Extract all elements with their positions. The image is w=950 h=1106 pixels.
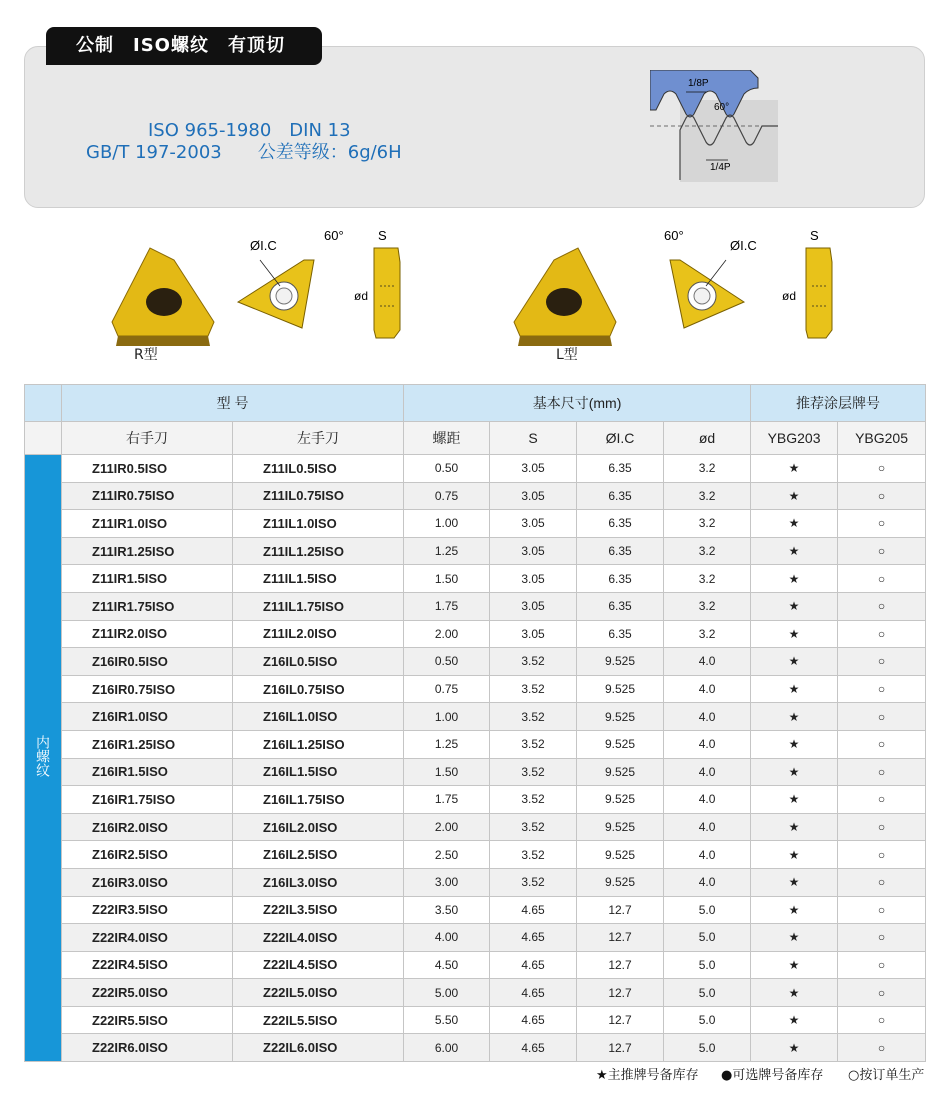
legend-dot: ●可选牌号备库存 bbox=[721, 1068, 824, 1083]
l-insert-side-view bbox=[780, 226, 850, 344]
cell-ic: 6.35 bbox=[577, 592, 664, 620]
spec-table bbox=[24, 384, 926, 1062]
cell-ybg203: ★ bbox=[751, 924, 838, 952]
cell-s: 3.52 bbox=[490, 675, 577, 703]
col-right-hand: 右手刀 bbox=[62, 422, 233, 455]
cell-pitch: 4.50 bbox=[404, 951, 490, 979]
standard-line-1: ISO 965-1980 DIN 13 bbox=[148, 120, 351, 141]
table-row bbox=[25, 841, 926, 869]
cell-left-code: Z22IL4.0ISO bbox=[233, 924, 404, 952]
cell-right-code: Z16IR0.75ISO bbox=[62, 675, 233, 703]
l-ic-label: ØI.C bbox=[730, 238, 757, 253]
cell-d: 5.0 bbox=[664, 896, 751, 924]
cell-ybg203: ★ bbox=[751, 510, 838, 538]
cell-s: 3.05 bbox=[490, 565, 577, 593]
side-label-internal-thread bbox=[25, 455, 62, 1062]
cell-s: 3.05 bbox=[490, 620, 577, 648]
cell-left-code: Z16IL1.5ISO bbox=[233, 758, 404, 786]
cell-ybg205: ○ bbox=[838, 482, 926, 510]
cell-right-code: Z16IR1.5ISO bbox=[62, 758, 233, 786]
cell-ic: 6.35 bbox=[577, 565, 664, 593]
cell-pitch: 1.75 bbox=[404, 786, 490, 814]
cell-ybg205: ○ bbox=[838, 979, 926, 1007]
table-row bbox=[25, 703, 926, 731]
cell-right-code: Z11IR0.75ISO bbox=[62, 482, 233, 510]
r-insert-side-view bbox=[354, 226, 424, 344]
cell-ic: 9.525 bbox=[577, 648, 664, 676]
cell-ic: 9.525 bbox=[577, 841, 664, 869]
cell-d: 4.0 bbox=[664, 675, 751, 703]
cell-ybg205: ○ bbox=[838, 786, 926, 814]
table-row bbox=[25, 979, 926, 1007]
cell-ic: 6.35 bbox=[577, 482, 664, 510]
r-s-label: S bbox=[378, 228, 387, 243]
l-d-label: ød bbox=[782, 289, 797, 303]
cell-left-code: Z22IL5.5ISO bbox=[233, 1006, 404, 1034]
cell-s: 3.52 bbox=[490, 786, 577, 814]
corner-cell-2 bbox=[25, 422, 62, 455]
cell-pitch: 1.25 bbox=[404, 537, 490, 565]
cell-ic: 6.35 bbox=[577, 620, 664, 648]
cell-right-code: Z16IR2.5ISO bbox=[62, 841, 233, 869]
cell-ybg203: ★ bbox=[751, 896, 838, 924]
cell-right-code: Z22IR6.0ISO bbox=[62, 1034, 233, 1062]
cell-s: 3.52 bbox=[490, 841, 577, 869]
cell-ic: 12.7 bbox=[577, 924, 664, 952]
cell-pitch: 5.50 bbox=[404, 1006, 490, 1034]
cell-right-code: Z16IR0.5ISO bbox=[62, 648, 233, 676]
table-row bbox=[25, 510, 926, 538]
cell-left-code: Z22IL3.5ISO bbox=[233, 896, 404, 924]
table-row bbox=[25, 758, 926, 786]
cell-ybg203: ★ bbox=[751, 868, 838, 896]
cell-right-code: Z16IR2.0ISO bbox=[62, 813, 233, 841]
cell-pitch: 0.50 bbox=[404, 648, 490, 676]
cell-pitch: 0.75 bbox=[404, 675, 490, 703]
table-row bbox=[25, 482, 926, 510]
cell-pitch: 1.75 bbox=[404, 592, 490, 620]
cell-s: 3.52 bbox=[490, 703, 577, 731]
cell-ybg205: ○ bbox=[838, 730, 926, 758]
cell-d: 3.2 bbox=[664, 510, 751, 538]
cell-ybg203: ★ bbox=[751, 565, 838, 593]
cell-s: 4.65 bbox=[490, 924, 577, 952]
table-row bbox=[25, 1034, 926, 1062]
cell-pitch: 1.25 bbox=[404, 730, 490, 758]
cell-ybg203: ★ bbox=[751, 758, 838, 786]
cell-left-code: Z16IL0.5ISO bbox=[233, 648, 404, 676]
cell-s: 3.52 bbox=[490, 648, 577, 676]
legend-circle: ○按订单生产 bbox=[848, 1068, 925, 1083]
l-type-label: L型 bbox=[556, 347, 578, 363]
table-row bbox=[25, 813, 926, 841]
col-d: ød bbox=[664, 422, 751, 455]
cell-pitch: 1.50 bbox=[404, 565, 490, 593]
table-row bbox=[25, 730, 926, 758]
cell-ybg205: ○ bbox=[838, 675, 926, 703]
cell-ic: 6.35 bbox=[577, 537, 664, 565]
cell-ic: 9.525 bbox=[577, 786, 664, 814]
cell-s: 4.65 bbox=[490, 896, 577, 924]
cell-ic: 6.35 bbox=[577, 455, 664, 483]
cell-left-code: Z22IL5.0ISO bbox=[233, 979, 404, 1007]
cell-left-code: Z22IL6.0ISO bbox=[233, 1034, 404, 1062]
cell-d: 3.2 bbox=[664, 537, 751, 565]
group-model-header: 型 号 bbox=[62, 385, 404, 422]
cell-ybg203: ★ bbox=[751, 592, 838, 620]
cell-pitch: 5.00 bbox=[404, 979, 490, 1007]
table-row bbox=[25, 1006, 926, 1034]
cell-pitch: 2.00 bbox=[404, 813, 490, 841]
cell-pitch: 0.50 bbox=[404, 455, 490, 483]
cell-ybg203: ★ bbox=[751, 620, 838, 648]
cell-s: 3.05 bbox=[490, 592, 577, 620]
cell-left-code: Z16IL2.0ISO bbox=[233, 813, 404, 841]
standard-line-2: GB/T 197-2003 公差等级：6g/6H bbox=[86, 142, 402, 163]
cell-ic: 12.7 bbox=[577, 979, 664, 1007]
table-row bbox=[25, 565, 926, 593]
cell-d: 4.0 bbox=[664, 786, 751, 814]
cell-d: 5.0 bbox=[664, 1034, 751, 1062]
cell-ybg203: ★ bbox=[751, 786, 838, 814]
cell-ybg203: ★ bbox=[751, 703, 838, 731]
cell-ic: 9.525 bbox=[577, 868, 664, 896]
bottom-dim-label: 1/4P bbox=[710, 162, 731, 173]
cell-ybg203: ★ bbox=[751, 979, 838, 1007]
cell-s: 4.65 bbox=[490, 979, 577, 1007]
cell-s: 3.05 bbox=[490, 510, 577, 538]
cell-left-code: Z11IL1.75ISO bbox=[233, 592, 404, 620]
cell-ybg205: ○ bbox=[838, 813, 926, 841]
page-title: 公制 ISO螺纹 有顶切 bbox=[76, 35, 285, 56]
cell-right-code: Z11IR1.75ISO bbox=[62, 592, 233, 620]
cell-pitch: 1.50 bbox=[404, 758, 490, 786]
cell-d: 5.0 bbox=[664, 924, 751, 952]
cell-ybg205: ○ bbox=[838, 758, 926, 786]
cell-d: 4.0 bbox=[664, 813, 751, 841]
cell-ybg203: ★ bbox=[751, 1006, 838, 1034]
l-insert-top-view bbox=[644, 220, 774, 344]
cell-ybg203: ★ bbox=[751, 648, 838, 676]
cell-right-code: Z11IR1.5ISO bbox=[62, 565, 233, 593]
cell-d: 5.0 bbox=[664, 1006, 751, 1034]
cell-left-code: Z11IL1.0ISO bbox=[233, 510, 404, 538]
cell-right-code: Z22IR3.5ISO bbox=[62, 896, 233, 924]
table-row bbox=[25, 896, 926, 924]
cell-right-code: Z22IR5.5ISO bbox=[62, 1006, 233, 1034]
cell-left-code: Z11IL2.0ISO bbox=[233, 620, 404, 648]
r-ic-label: ØI.C bbox=[250, 238, 277, 253]
cell-left-code: Z16IL1.0ISO bbox=[233, 703, 404, 731]
cell-right-code: Z11IR1.25ISO bbox=[62, 537, 233, 565]
cell-ybg205: ○ bbox=[838, 510, 926, 538]
cell-ic: 9.525 bbox=[577, 730, 664, 758]
r-insert-top-view bbox=[220, 220, 350, 344]
cell-ic: 12.7 bbox=[577, 951, 664, 979]
cell-s: 3.05 bbox=[490, 455, 577, 483]
page-title-tab bbox=[46, 27, 322, 65]
cell-d: 4.0 bbox=[664, 841, 751, 869]
cell-left-code: Z11IL1.5ISO bbox=[233, 565, 404, 593]
insert-illustrations bbox=[24, 210, 925, 382]
l-insert-image bbox=[512, 240, 636, 350]
cell-left-code: Z22IL4.5ISO bbox=[233, 951, 404, 979]
cell-pitch: 1.00 bbox=[404, 703, 490, 731]
cell-s: 4.65 bbox=[490, 1034, 577, 1062]
cell-ybg205: ○ bbox=[838, 620, 926, 648]
cell-ybg205: ○ bbox=[838, 648, 926, 676]
cell-ybg203: ★ bbox=[751, 841, 838, 869]
col-s: S bbox=[490, 422, 577, 455]
cell-left-code: Z11IL0.75ISO bbox=[233, 482, 404, 510]
cell-pitch: 6.00 bbox=[404, 1034, 490, 1062]
table-group-header bbox=[25, 385, 926, 422]
table-row bbox=[25, 592, 926, 620]
table-row bbox=[25, 620, 926, 648]
angle-label: 60° bbox=[714, 102, 730, 113]
col-pitch: 螺距 bbox=[404, 422, 490, 455]
legend-star: ★主推牌号备库存 bbox=[596, 1068, 699, 1083]
cell-s: 3.05 bbox=[490, 482, 577, 510]
cell-left-code: Z16IL2.5ISO bbox=[233, 841, 404, 869]
table-row bbox=[25, 675, 926, 703]
table-column-header bbox=[25, 422, 926, 455]
cell-d: 3.2 bbox=[664, 620, 751, 648]
cell-right-code: Z22IR4.0ISO bbox=[62, 924, 233, 952]
r-type-label: R型 bbox=[134, 347, 158, 363]
cell-s: 3.52 bbox=[490, 868, 577, 896]
cell-ybg203: ★ bbox=[751, 482, 838, 510]
r-insert-image bbox=[92, 240, 216, 350]
col-ybg203: YBG203 bbox=[751, 422, 838, 455]
cell-ic: 12.7 bbox=[577, 1034, 664, 1062]
cell-ybg205: ○ bbox=[838, 537, 926, 565]
r-d-label: ød bbox=[354, 289, 369, 303]
cell-d: 4.0 bbox=[664, 758, 751, 786]
cell-ybg205: ○ bbox=[838, 703, 926, 731]
cell-ybg203: ★ bbox=[751, 455, 838, 483]
cell-d: 4.0 bbox=[664, 648, 751, 676]
cell-left-code: Z16IL1.25ISO bbox=[233, 730, 404, 758]
cell-right-code: Z22IR5.0ISO bbox=[62, 979, 233, 1007]
group-size-header: 基本尺寸(mm) bbox=[404, 385, 751, 422]
top-dim-label: 1/8P bbox=[688, 78, 709, 89]
table-row bbox=[25, 455, 926, 483]
cell-ic: 12.7 bbox=[577, 896, 664, 924]
cell-pitch: 0.75 bbox=[404, 482, 490, 510]
cell-left-code: Z16IL0.75ISO bbox=[233, 675, 404, 703]
cell-d: 3.2 bbox=[664, 482, 751, 510]
cell-left-code: Z11IL1.25ISO bbox=[233, 537, 404, 565]
cell-ybg205: ○ bbox=[838, 951, 926, 979]
cell-ic: 9.525 bbox=[577, 758, 664, 786]
cell-ybg203: ★ bbox=[751, 675, 838, 703]
cell-ybg203: ★ bbox=[751, 1034, 838, 1062]
cell-ic: 9.525 bbox=[577, 703, 664, 731]
cell-s: 3.52 bbox=[490, 758, 577, 786]
l-angle-label: 60° bbox=[664, 228, 684, 243]
cell-d: 4.0 bbox=[664, 868, 751, 896]
cell-ic: 12.7 bbox=[577, 1006, 664, 1034]
cell-d: 3.2 bbox=[664, 455, 751, 483]
cell-ybg203: ★ bbox=[751, 813, 838, 841]
cell-d: 5.0 bbox=[664, 979, 751, 1007]
cell-pitch: 3.50 bbox=[404, 896, 490, 924]
cell-pitch: 4.00 bbox=[404, 924, 490, 952]
table-row bbox=[25, 924, 926, 952]
side-label-text: 内螺纹 bbox=[35, 735, 51, 778]
table-row bbox=[25, 868, 926, 896]
cell-ic: 9.525 bbox=[577, 675, 664, 703]
cell-right-code: Z16IR3.0ISO bbox=[62, 868, 233, 896]
cell-pitch: 3.00 bbox=[404, 868, 490, 896]
cell-ybg205: ○ bbox=[838, 841, 926, 869]
cell-right-code: Z11IR1.0ISO bbox=[62, 510, 233, 538]
cell-s: 3.52 bbox=[490, 730, 577, 758]
cell-d: 4.0 bbox=[664, 703, 751, 731]
cell-s: 4.65 bbox=[490, 951, 577, 979]
cell-ybg203: ★ bbox=[751, 730, 838, 758]
cell-pitch: 2.00 bbox=[404, 620, 490, 648]
cell-ic: 6.35 bbox=[577, 510, 664, 538]
cell-left-code: Z16IL1.75ISO bbox=[233, 786, 404, 814]
cell-s: 3.52 bbox=[490, 813, 577, 841]
col-left-hand: 左手刀 bbox=[233, 422, 404, 455]
table-row bbox=[25, 951, 926, 979]
cell-d: 5.0 bbox=[664, 951, 751, 979]
cell-ybg205: ○ bbox=[838, 868, 926, 896]
cell-s: 4.65 bbox=[490, 1006, 577, 1034]
cell-right-code: Z16IR1.0ISO bbox=[62, 703, 233, 731]
cell-left-code: Z11IL0.5ISO bbox=[233, 455, 404, 483]
cell-ybg205: ○ bbox=[838, 1034, 926, 1062]
cell-d: 3.2 bbox=[664, 565, 751, 593]
cell-right-code: Z16IR1.75ISO bbox=[62, 786, 233, 814]
cell-ybg205: ○ bbox=[838, 455, 926, 483]
cell-ybg203: ★ bbox=[751, 951, 838, 979]
l-s-label: S bbox=[810, 228, 819, 243]
cell-right-code: Z22IR4.5ISO bbox=[62, 951, 233, 979]
table-row bbox=[25, 786, 926, 814]
cell-pitch: 2.50 bbox=[404, 841, 490, 869]
cell-ic: 9.525 bbox=[577, 813, 664, 841]
col-ic: ØI.C bbox=[577, 422, 664, 455]
cell-ybg205: ○ bbox=[838, 1006, 926, 1034]
cell-ybg203: ★ bbox=[751, 537, 838, 565]
thread-profile-diagram bbox=[650, 70, 778, 182]
col-ybg205: YBG205 bbox=[838, 422, 926, 455]
cell-right-code: Z16IR1.25ISO bbox=[62, 730, 233, 758]
table-body bbox=[25, 455, 926, 1062]
cell-d: 3.2 bbox=[664, 592, 751, 620]
cell-ybg205: ○ bbox=[838, 924, 926, 952]
cell-s: 3.05 bbox=[490, 537, 577, 565]
cell-d: 4.0 bbox=[664, 730, 751, 758]
corner-cell bbox=[25, 385, 62, 422]
table-row bbox=[25, 537, 926, 565]
r-angle-label: 60° bbox=[324, 228, 344, 243]
cell-ybg205: ○ bbox=[838, 592, 926, 620]
cell-ybg205: ○ bbox=[838, 565, 926, 593]
table-row bbox=[25, 648, 926, 676]
cell-right-code: Z11IR0.5ISO bbox=[62, 455, 233, 483]
cell-left-code: Z16IL3.0ISO bbox=[233, 868, 404, 896]
cell-ybg205: ○ bbox=[838, 896, 926, 924]
cell-pitch: 1.00 bbox=[404, 510, 490, 538]
group-coating-header: 推荐涂层牌号 bbox=[751, 385, 926, 422]
cell-right-code: Z11IR2.0ISO bbox=[62, 620, 233, 648]
